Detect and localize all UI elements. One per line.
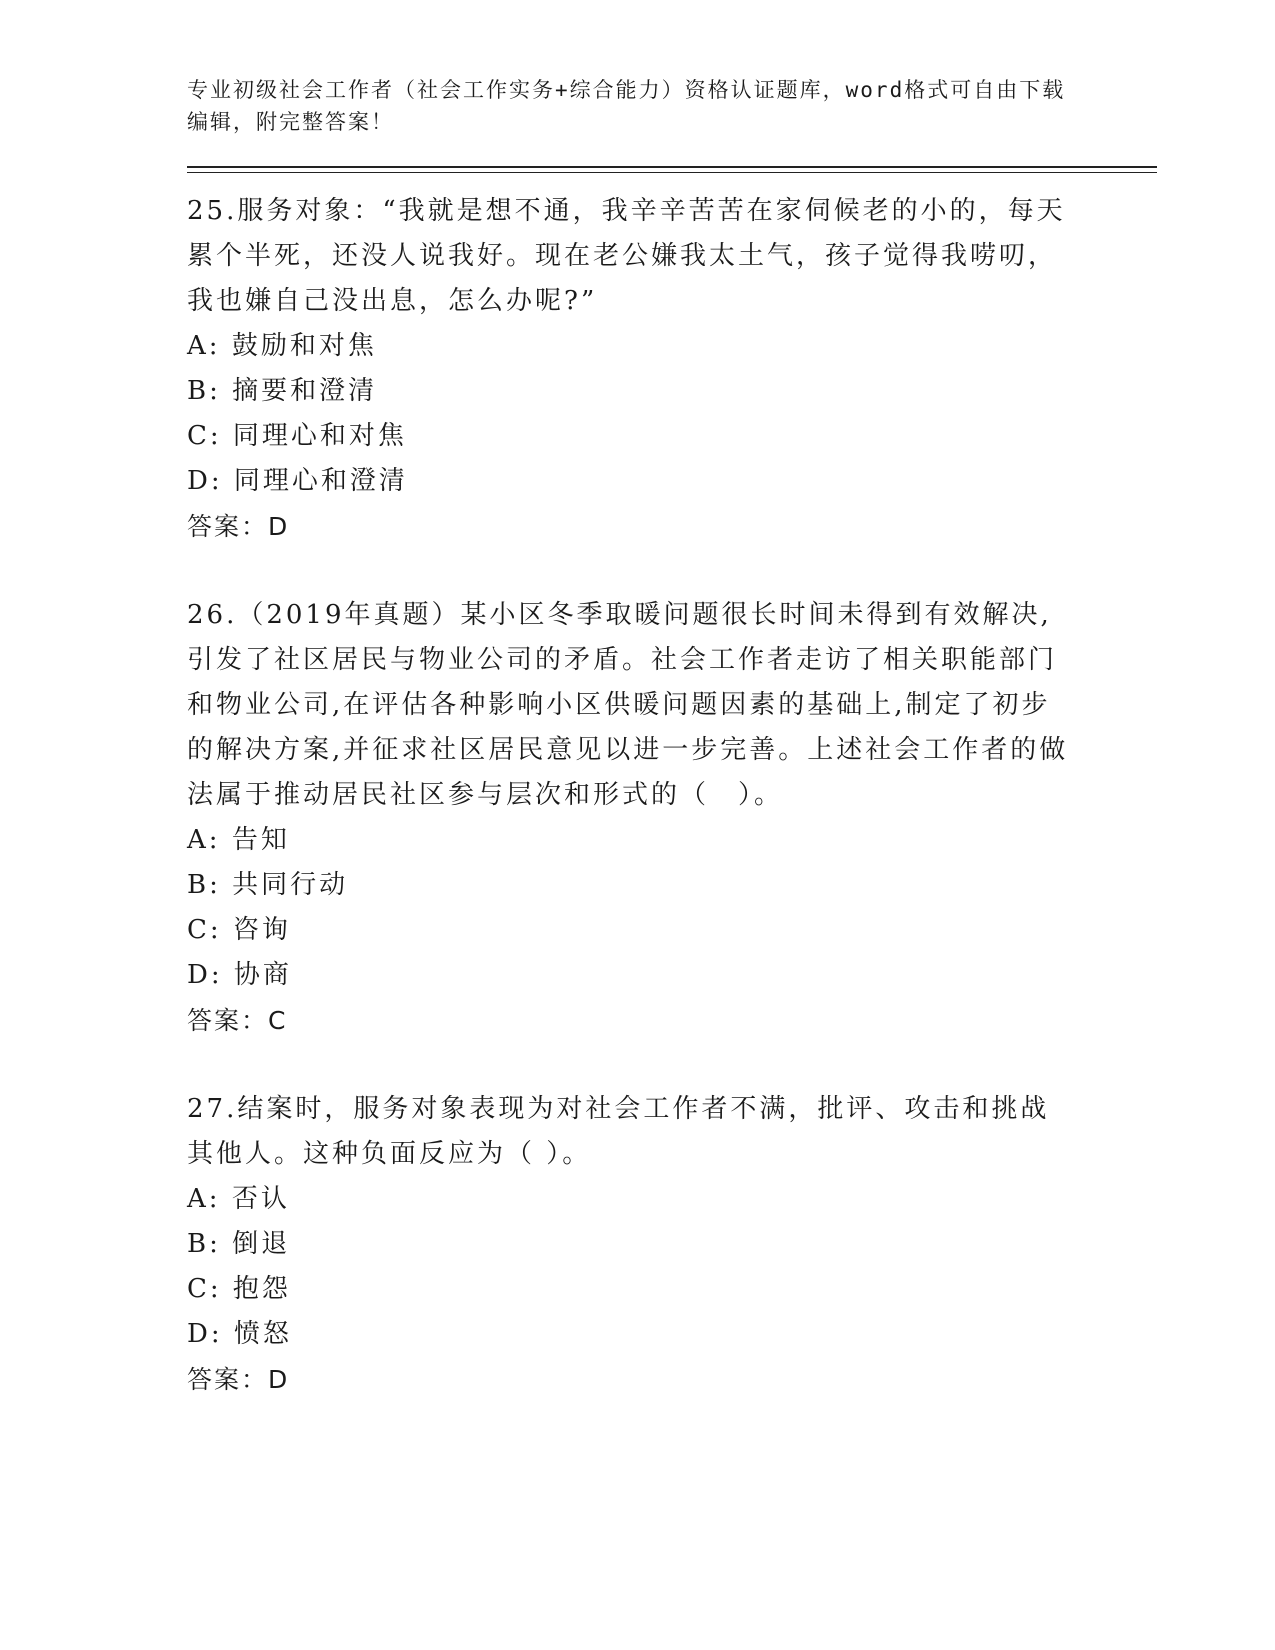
option-c bbox=[187, 414, 1157, 459]
option-d bbox=[187, 953, 1157, 998]
option-letter: A: bbox=[187, 1184, 221, 1214]
option-letter: B: bbox=[187, 376, 221, 406]
option-letter: C: bbox=[187, 1274, 222, 1304]
question-stem: 25.服务对象：“我就是想不通，我辛辛苦苦在家伺候老的小的，每天累个半死，还没人说我好。现在老公嫌我太土气，孩子觉得我唠叨，我也嫌自己没出息，怎么办呢?” bbox=[187, 196, 1066, 316]
option-text: 抱怨 bbox=[232, 1274, 291, 1304]
option-letter: B: bbox=[187, 1229, 221, 1259]
option-letter: C: bbox=[187, 421, 222, 451]
option-letter: A: bbox=[187, 331, 221, 361]
option-b bbox=[187, 863, 1157, 908]
option-b bbox=[187, 369, 1157, 414]
question-25 bbox=[187, 189, 1157, 549]
option-letter: D: bbox=[187, 1319, 223, 1349]
option-text: 共同行动 bbox=[232, 870, 349, 900]
question-26 bbox=[187, 593, 1157, 1043]
option-text: 鼓励和对焦 bbox=[231, 331, 377, 361]
answer-line: 答案：D bbox=[187, 512, 290, 541]
option-letter: B: bbox=[187, 870, 221, 900]
option-text: 同理心和对焦 bbox=[232, 421, 407, 451]
option-letter: C: bbox=[187, 915, 222, 945]
option-a bbox=[187, 324, 1157, 369]
option-text: 告知 bbox=[231, 825, 290, 855]
answer-line: 答案：D bbox=[187, 1365, 290, 1394]
option-letter: A: bbox=[187, 825, 221, 855]
divider-thick-line bbox=[187, 166, 1157, 168]
divider-thin-line bbox=[187, 172, 1157, 173]
option-a bbox=[187, 1177, 1157, 1222]
question-stem: 26.（2019年真题）某小区冬季取暖问题很长时间未得到有效解决,引发了社区居民与物业公司的矛盾。社会工作者走访了相关职能部门和物业公司,在评估各种影响小区供暖问题因素的基础上,制定了初步的解决方案,并征求社区居民意见以进一步完善。上述社会工作者的做法属于推动居民社区参与层次和形式的（ ）。 bbox=[187, 600, 1069, 810]
document-page bbox=[187, 74, 1157, 1402]
option-c bbox=[187, 908, 1157, 953]
option-letter: D: bbox=[187, 960, 223, 990]
question-stem: 27.结案时，服务对象表现为对社会工作者不满，批评、攻击和挑战其他人。这种负面反应为（ ）。 bbox=[187, 1094, 1050, 1169]
document-header: 专业初级社会工作者（社会工作实务+综合能力）资格认证题库，word格式可自由下载编辑，附完整答案！ bbox=[187, 78, 1066, 134]
option-b bbox=[187, 1222, 1157, 1267]
option-a bbox=[187, 818, 1157, 863]
answer-line: 答案：C bbox=[187, 1006, 288, 1035]
option-text: 协商 bbox=[233, 960, 292, 990]
question-27 bbox=[187, 1087, 1157, 1402]
option-letter: D: bbox=[187, 466, 223, 496]
option-text: 摘要和澄清 bbox=[232, 376, 378, 406]
option-text: 倒退 bbox=[232, 1229, 291, 1259]
header-divider bbox=[187, 166, 1157, 173]
option-c bbox=[187, 1267, 1157, 1312]
option-d bbox=[187, 1312, 1157, 1357]
option-text: 咨询 bbox=[232, 915, 291, 945]
option-d bbox=[187, 459, 1157, 504]
option-text: 同理心和澄清 bbox=[233, 466, 408, 496]
option-text: 否认 bbox=[231, 1184, 290, 1214]
option-text: 愤怒 bbox=[233, 1319, 292, 1349]
